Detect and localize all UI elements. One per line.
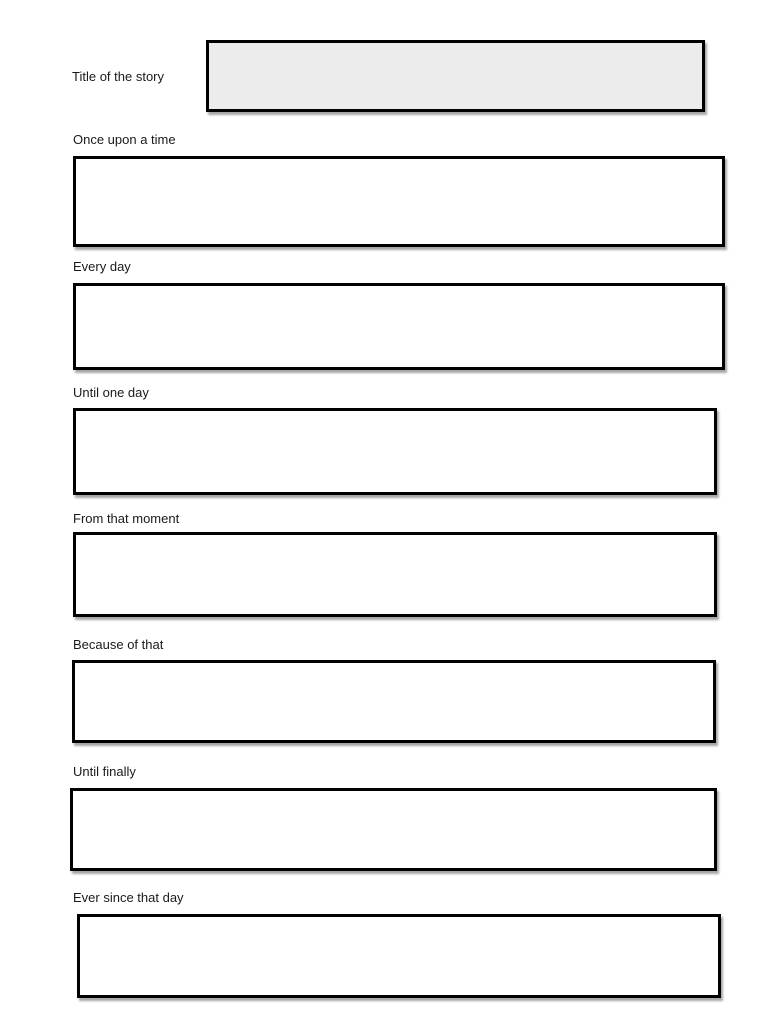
answer-box-because-of-that[interactable]: [72, 660, 716, 743]
story-title-field[interactable]: [206, 40, 705, 112]
answer-box-from-that-moment[interactable]: [73, 532, 717, 617]
prompt-label-once-upon-a-time: Once upon a time: [73, 132, 176, 147]
prompt-label-because-of-that: Because of that: [73, 637, 164, 652]
prompt-label-until-finally: Until finally: [73, 764, 136, 779]
prompt-label-every-day: Every day: [73, 259, 131, 274]
prompt-label-from-that-moment: From that moment: [73, 511, 180, 526]
answer-box-every-day[interactable]: [73, 283, 725, 370]
answer-box-once-upon-a-time[interactable]: [73, 156, 725, 247]
story-title-label: Title of the story: [72, 69, 164, 84]
prompt-label-until-one-day: Until one day: [73, 385, 149, 400]
prompt-label-ever-since-that-day: Ever since that day: [73, 890, 184, 905]
answer-box-until-finally[interactable]: [70, 788, 717, 871]
answer-box-ever-since-that-day[interactable]: [77, 914, 721, 998]
answer-box-until-one-day[interactable]: [73, 408, 717, 495]
